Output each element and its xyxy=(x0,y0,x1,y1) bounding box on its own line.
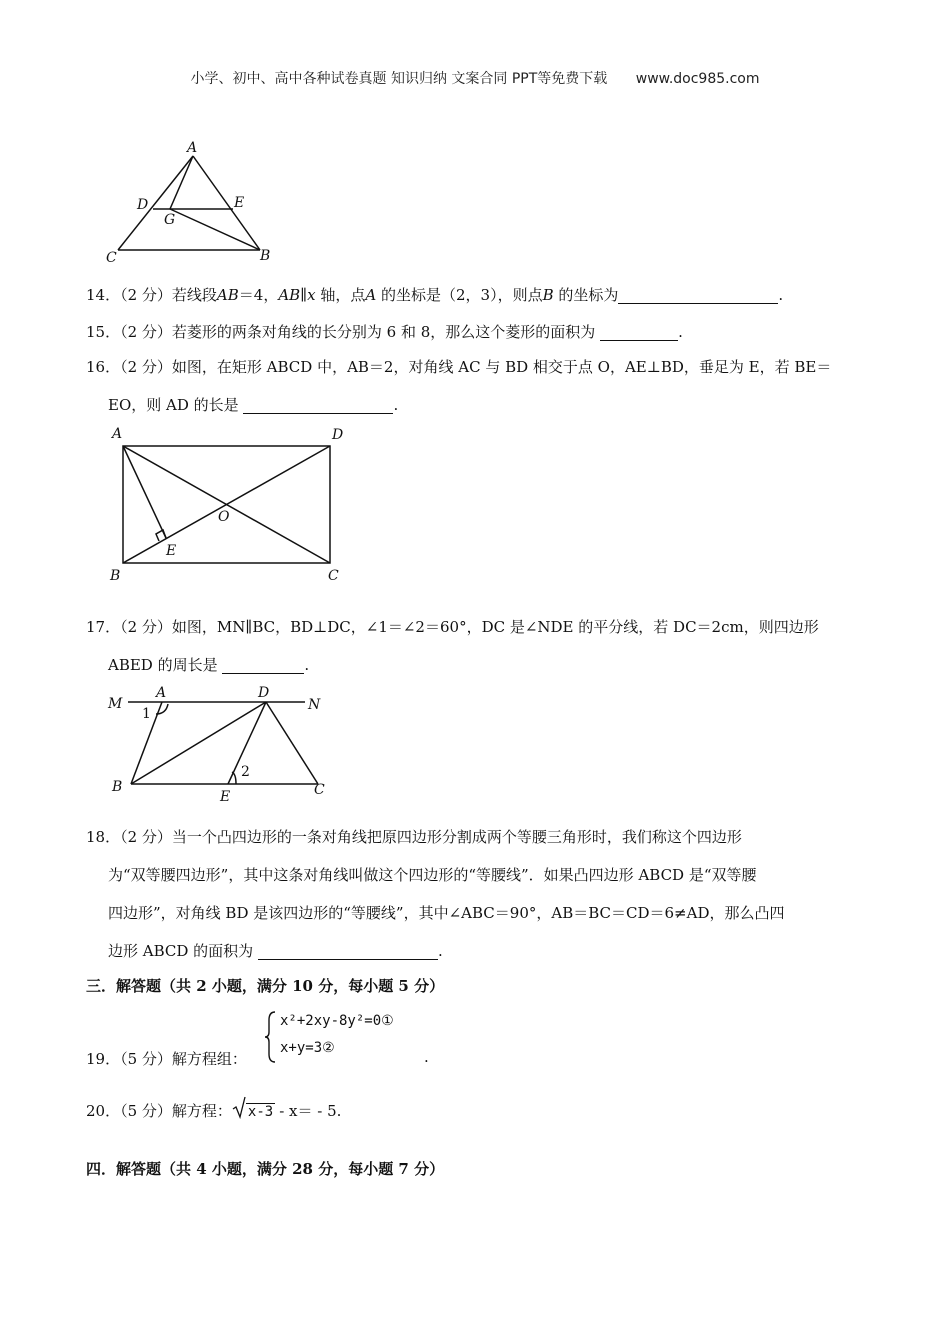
label-D: D xyxy=(258,685,270,701)
equation-brace xyxy=(264,1010,278,1064)
question-17: 17．（2 分）如图，MN∥BC，BD⊥DC，∠1＝∠2＝60°，DC 是∠NDE 的平分线，若 DC＝2cm，则四边形 ABED 的周长是 . xyxy=(86,618,819,674)
equation-2: x+y=3② xyxy=(280,1040,335,1056)
label-N: N xyxy=(308,697,321,713)
answer-blank[interactable] xyxy=(600,322,678,341)
sqrt-expression: x-3 xyxy=(232,1092,275,1131)
equation-1: x²+2xy-8y²=0① xyxy=(280,1013,394,1029)
page-header xyxy=(0,68,950,88)
angle-2-label: 2 xyxy=(241,764,250,780)
question-15: 15．（2 分）若菱形的两条对角线的长分别为 6 和 8，那么这个菱形的面积为 . xyxy=(86,323,683,341)
question-16: 16．（2 分）如图，在矩形 ABCD 中，AB＝2，对角线 AC 与 BD 相交于点 O，AE⊥BD，垂足为 E，若 BE＝ EO，则 AD 的长是 . xyxy=(86,358,832,414)
answer-blank[interactable] xyxy=(258,941,438,960)
label-A: A xyxy=(112,426,123,442)
label-B: B xyxy=(110,568,121,584)
label-B: B xyxy=(260,248,271,264)
section-4-title: 四．解答题（共 4 小题，满分 28 分，每小题 7 分） xyxy=(86,1160,445,1178)
question-18: 18．（2 分）当一个凸四边形的一条对角线把原四边形分割成两个等腰三角形时，我们称这个四边形 为“双等腰四边形”，其中这条对角线叫做这个四边形的“等腰线”．如果凸四边形 ABCD 是“双等腰 四边形”，对角线 BD 是该四边形的“等腰线”，其中∠ABC＝90°，AB＝BC＝CD＝6≠AD，那么凸四 边形 ABCD 的面积为 . xyxy=(86,828,785,960)
label-O: O xyxy=(218,509,230,525)
label-C: C xyxy=(106,250,117,266)
label-C: C xyxy=(328,568,339,584)
question-19: 19．（5 分）解方程组： xyxy=(86,1050,247,1068)
answer-blank[interactable] xyxy=(618,285,778,304)
header-text: 小学、初中、高中各种试卷真题 知识归纳 文案合同 PPT等免费下载 xyxy=(190,71,608,87)
triangle-figure xyxy=(100,138,280,268)
angle-1-label: 1 xyxy=(142,706,151,722)
trapezoid-figure xyxy=(100,684,340,806)
label-E: E xyxy=(220,789,231,805)
header-url[interactable]: www.doc985.com xyxy=(635,71,760,87)
label-M: M xyxy=(108,696,123,712)
label-A: A xyxy=(187,140,198,156)
label-E: E xyxy=(234,195,245,211)
rectangle-figure xyxy=(100,422,360,588)
label-C: C xyxy=(314,782,325,798)
answer-blank[interactable] xyxy=(222,655,304,674)
label-D: D xyxy=(137,197,149,213)
label-B: B xyxy=(112,779,123,795)
label-E: E xyxy=(166,543,177,559)
label-G: G xyxy=(164,212,176,228)
label-D: D xyxy=(332,427,344,443)
label-A: A xyxy=(156,685,167,701)
q19-end: . xyxy=(424,1048,429,1066)
question-20: 20．（5 分）解方程： x-3 - x＝ - 5. xyxy=(86,1092,866,1131)
section-3-title: 三．解答题（共 2 小题，满分 10 分，每小题 5 分） xyxy=(86,977,445,995)
answer-blank[interactable] xyxy=(243,395,393,414)
question-14: 14．（2 分）若线段AB＝4，AB∥x 轴，点A 的坐标是（2，3），则点B 的坐标为 . xyxy=(86,286,784,304)
